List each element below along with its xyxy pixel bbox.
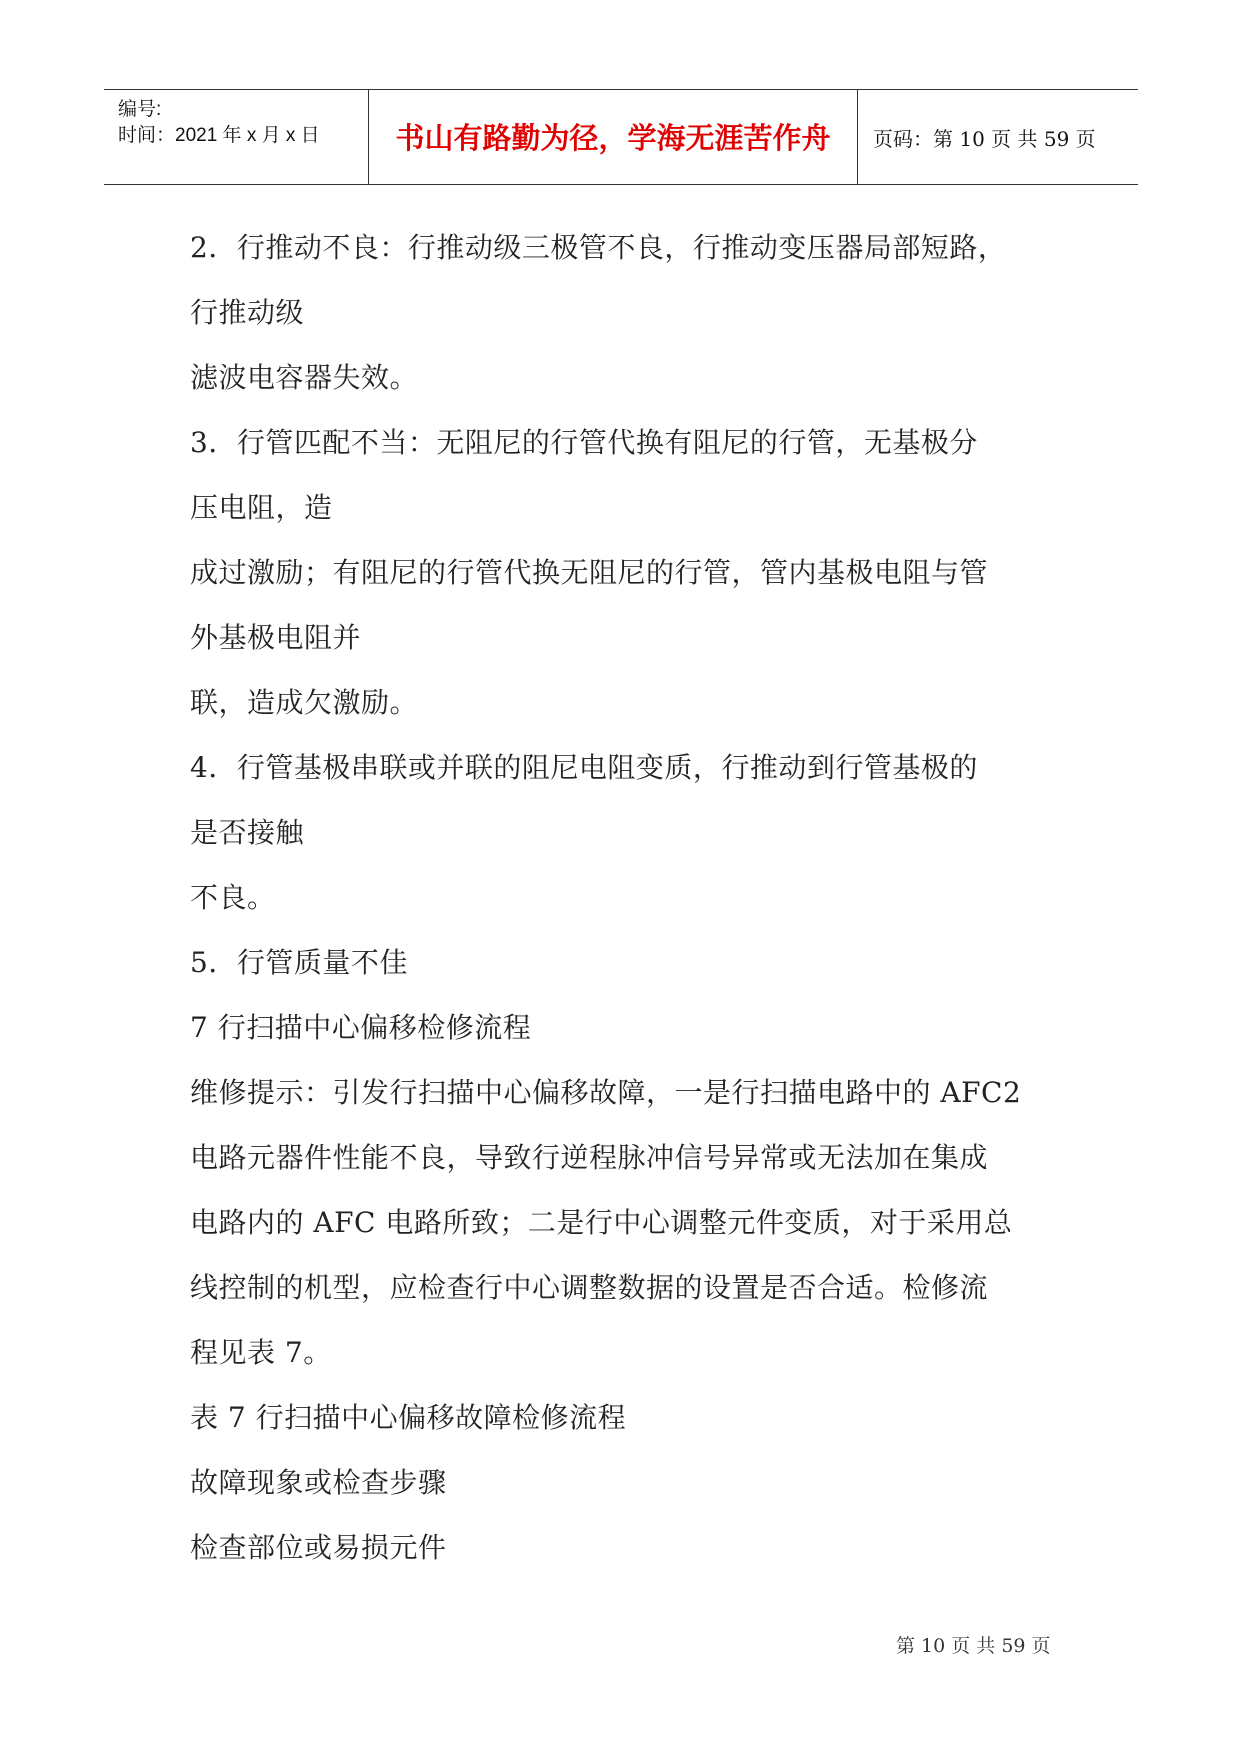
text-line: 成过激励；有阻尼的行管代换无阻尼的行管，管内基极电阻与管 (190, 556, 989, 589)
header-motto (368, 90, 858, 184)
text-line: 不良。 (190, 881, 276, 914)
header-page (857, 90, 1138, 184)
text-line: 故障现象或检查步骤 (190, 1466, 447, 1499)
text-line: 5．行管质量不佳 (190, 946, 408, 979)
page-header (104, 89, 1138, 185)
header-page-label: 页码：第 10 页 共 59 页 (873, 127, 1096, 151)
text-line: 3．行管匹配不当：无阻尼的行管代换有阻尼的行管，无基极分 (190, 426, 978, 459)
serial-label: 编号: (118, 99, 162, 120)
motto-text: 书山有路勤为径，学海无涯苦作舟 (395, 121, 831, 155)
text-line: 联，造成欠激励。 (190, 686, 419, 719)
header-meta (104, 90, 368, 184)
text-line: 程见表 7。 (190, 1336, 332, 1369)
section-heading: 7 行扫描中心偏移检修流程 (190, 1011, 532, 1044)
text-line: 外基极电阻并 (190, 621, 362, 654)
text-line: 行推动级 (190, 296, 305, 329)
text-line: 维修提示：引发行扫描中心偏移故障，一是行扫描电路中的 AFC2 (190, 1076, 1022, 1109)
text-line: 电路内的 AFC 电路所致；二是行中心调整元件变质，对于采用总 (190, 1206, 1013, 1239)
text-line: 4．行管基极串联或并联的阻尼电阻变质，行推动到行管基极的 (190, 751, 978, 784)
text-line: 检查部位或易损元件 (190, 1531, 447, 1564)
text-line: 电路元器件性能不良，导致行逆程脉冲信号异常或无法加在集成 (190, 1141, 989, 1174)
text-line: 2．行推动不良：行推动级三极管不良，行推动变压器局部短路， (190, 231, 1007, 264)
text-line: 滤波电容器失效。 (190, 361, 419, 394)
text-line: 压电阻，造 (190, 491, 333, 524)
table-caption: 表 7 行扫描中心偏移故障检修流程 (190, 1401, 627, 1434)
time-label: 时间：2021 年 x 月 x 日 (118, 125, 320, 146)
page-footer: 第 10 页 共 59 页 (896, 1635, 1051, 1657)
text-line: 线控制的机型，应检查行中心调整数据的设置是否合适。检修流 (190, 1271, 989, 1304)
text-line: 是否接触 (190, 816, 305, 849)
